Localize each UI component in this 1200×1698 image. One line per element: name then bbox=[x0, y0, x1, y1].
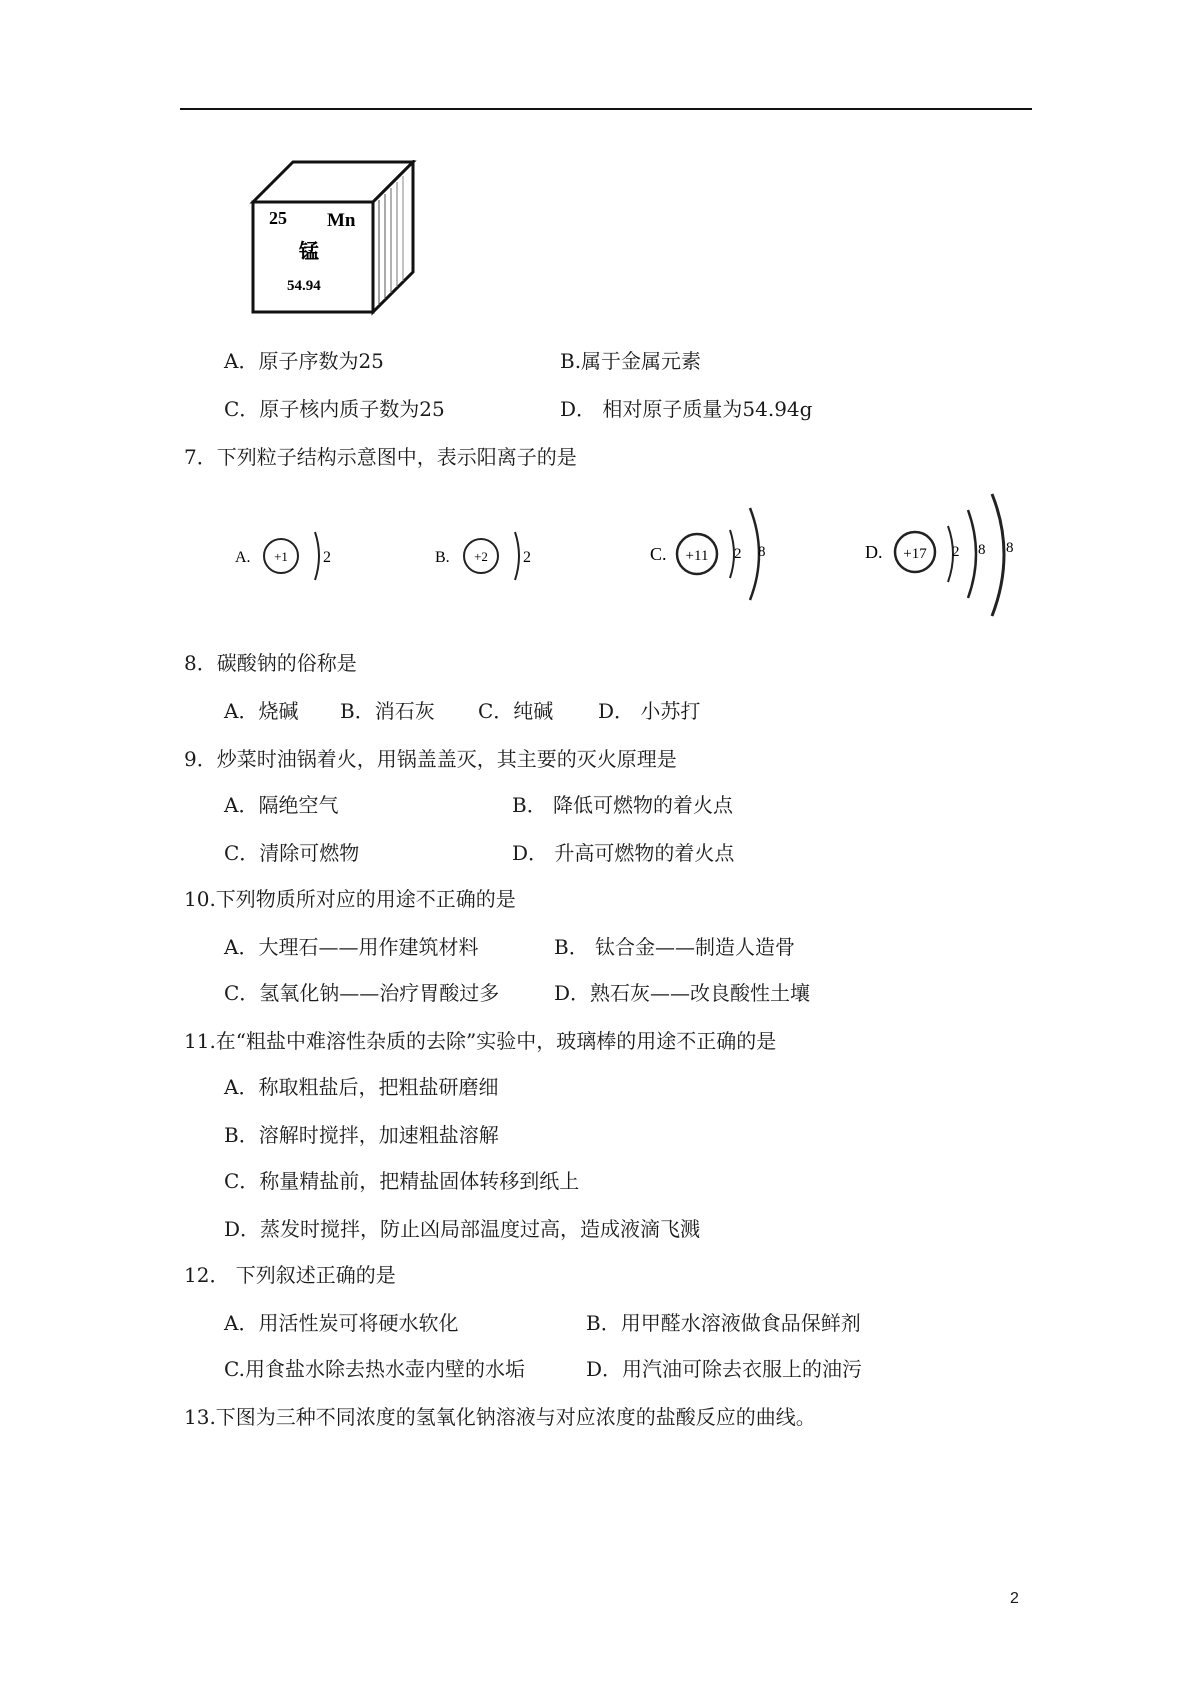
q12-option-b: B．用甲醛水溶液做食品保鲜剂 bbox=[586, 1311, 861, 1335]
q11-option-a: A．称取粗盐后，把粗盐研磨细 bbox=[224, 1075, 499, 1099]
element-atomic-mass: 54.94 bbox=[287, 278, 321, 294]
q8-stem: 8．碳酸钠的俗称是 bbox=[184, 651, 357, 675]
q9-option-a: A．隔绝空气 bbox=[224, 793, 339, 817]
diagram-d-nucleus: +17 bbox=[903, 546, 927, 562]
q13-stem: 13.下图为三种不同浓度的氢氧化钠溶液与对应浓度的盐酸反应的曲线。 bbox=[184, 1405, 816, 1429]
element-symbol: Mn bbox=[327, 210, 356, 231]
q9-option-b: B． 降低可燃物的着火点 bbox=[512, 793, 734, 817]
q11-option-c: C．称量精盐前，把精盐固体转移到纸上 bbox=[224, 1169, 580, 1193]
q10-option-d: D．熟石灰——改良酸性土壤 bbox=[554, 981, 811, 1005]
q9-stem: 9．炒菜时油锅着火，用锅盖盖灭，其主要的灭火原理是 bbox=[184, 747, 677, 771]
q12-option-d: D．用汽油可除去衣服上的油污 bbox=[586, 1357, 863, 1381]
header-rule bbox=[180, 108, 1032, 110]
diagram-d-label: D. bbox=[865, 542, 883, 562]
diagram-b-shell-1: 2 bbox=[523, 549, 531, 566]
q12-option-c: C.用食盐水除去热水壶内壁的水垢 bbox=[224, 1357, 525, 1381]
diagram-c-shell-1: 2 bbox=[734, 546, 742, 562]
diagram-d bbox=[865, 494, 1014, 616]
q8-option-c: C．纯碱 bbox=[478, 699, 554, 723]
diagram-a bbox=[235, 532, 331, 580]
q6-option-a: A．原子序数为25 bbox=[224, 349, 384, 373]
particle-structure-diagrams bbox=[220, 490, 1040, 630]
q6-option-d: D． 相对原子质量为54.94g bbox=[560, 397, 813, 421]
diagram-c bbox=[650, 508, 766, 600]
diagram-c-shell-2: 8 bbox=[758, 544, 766, 560]
diagram-b-nucleus: +2 bbox=[474, 549, 488, 564]
q9-option-d: D． 升高可燃物的着火点 bbox=[512, 841, 735, 865]
diagram-a-label: A. bbox=[235, 549, 251, 566]
q8-option-d: D． 小苏打 bbox=[598, 699, 701, 723]
q10-stem: 10.下列物质所对应的用途不正确的是 bbox=[184, 887, 516, 911]
diagram-d-shell-3: 8 bbox=[1006, 540, 1014, 556]
diagram-c-label: C. bbox=[650, 544, 667, 564]
q8-option-a: A．烧碱 bbox=[224, 699, 299, 723]
q10-option-c: C．氢氧化钠——治疗胃酸过多 bbox=[224, 981, 500, 1005]
diagram-c-nucleus: +11 bbox=[685, 548, 709, 564]
q11-stem: 11.在“粗盐中难溶性杂质的去除”实验中，玻璃棒的用途不正确的是 bbox=[184, 1029, 777, 1053]
diagram-a-shell-1: 2 bbox=[323, 549, 331, 566]
diagram-b-label: B. bbox=[435, 549, 450, 566]
q12-stem: 12． 下列叙述正确的是 bbox=[184, 1263, 396, 1287]
diagram-d-shell-2: 8 bbox=[978, 542, 986, 558]
q8-option-b: B．消石灰 bbox=[340, 699, 435, 723]
q10-option-b: B． 钛合金——制造人造骨 bbox=[554, 935, 796, 959]
q7-stem: 7．下列粒子结构示意图中，表示阳离子的是 bbox=[184, 445, 577, 469]
q11-option-d: D．蒸发时搅拌，防止凶局部温度过高，造成液滴飞溅 bbox=[224, 1217, 701, 1241]
q10-option-a: A．大理石——用作建筑材料 bbox=[224, 935, 479, 959]
q6-option-c: C．原子核内质子数为25 bbox=[224, 397, 445, 421]
q9-option-c: C．清除可燃物 bbox=[224, 841, 360, 865]
q6-option-b: B.属于金属元素 bbox=[560, 349, 702, 373]
diagram-d-shell-1: 2 bbox=[952, 544, 960, 560]
q11-option-b: B．溶解时搅拌，加速粗盐溶解 bbox=[224, 1123, 499, 1147]
element-tile-figure bbox=[245, 160, 425, 320]
q12-option-a: A．用活性炭可将硬水软化 bbox=[224, 1311, 459, 1335]
element-atomic-number: 25 bbox=[269, 208, 287, 228]
page-number: 2 bbox=[1010, 1590, 1019, 1607]
element-name: 锰 bbox=[299, 239, 319, 263]
diagram-a-nucleus: +1 bbox=[274, 549, 288, 564]
diagram-b bbox=[435, 532, 531, 580]
